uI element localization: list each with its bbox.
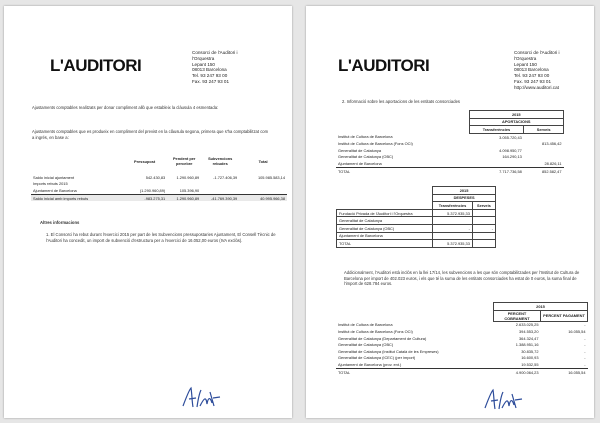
col-header: Pressupost <box>134 158 156 164</box>
intro-paragraph-2: Ajustaments comptables que es produeix en compliment del previst en la clàusula segona, primera que s'ha comptabilitzat com a ingrés, en base a: <box>32 129 269 140</box>
section-title: Altres informacions <box>40 220 80 225</box>
col-header: Pendent per percebre <box>172 156 196 166</box>
table-total-row: TOTAL 5.372.935,33 <box>337 240 496 248</box>
table-row: Fundació Privada de l'Auditori i l'Orquestra 5.372.935,33 <box>337 209 496 217</box>
table-row: Generalitat de Catalunya (Departament de Cultura) 364.324,47 - <box>338 335 586 341</box>
expenses-table: 2015 DESPESES Transferències Serveis Fundació Privada de l'Auditori i l'Orquestra 5.372.935,33 Generalitat de Catalunya Generalitat de Catalunya (OBC) - - Ajuntament de Barcelona TOTAL 5.372.935,33 <box>336 186 496 248</box>
table-row: Ajuntament de Barcelona (1.290.960,89) 105.396,90 <box>33 187 200 193</box>
collections-table: 2015 PERCENT COBRAMENT PERCENT PAGAMENT Institut de Cultura de Barcelona 2.633.025,25 - Institut de Cultura de Barcelona (Fons OCI) 394.553,20 16.055,54 Generalitat de Catalunya (Departament de Cultura) 364.324,47 - Generalitat de Catalunya (OBC) 1.388.951,16 - Generalitat de Catalunya (Institut Català de les Empreses) 30.835,72 - Generalitat de Catalunya (ICEC) (per import) 16.600,93 - Ajuntament de Barcelona (prov. ent.) 19.532,55 - TOTAL 4.900.064,23 16.055,54 <box>338 303 586 375</box>
table-row: Generalitat de Catalunya 4.098.950,77 <box>338 147 522 153</box>
note-paragraph: 1. El Consorci ha rebut durant l'exercici 2015 per part de les Subvencions pressupostaries Ajuntament, El Consell Tècnic de l'Auditori ha concedit, un import de subvenció d'estructura per a l'exercici de 16.052,00 euros (IVA exclòs). <box>46 232 276 243</box>
table-row: Ajuntament de Barcelona <box>337 232 496 240</box>
section-heading: 2. Informació sobre les aportacions de les entitats consorciades <box>342 99 461 104</box>
table-row: Generalitat de Catalunya (OBC) 1.388.951,16 - <box>338 342 586 348</box>
table-row: Saldo inicial ajuntament 542.430,83 1.290.960,89 -1.727.406,39 105.985.583,14 <box>33 174 285 180</box>
table-total-row: TOTAL 7.717.736,58 852.582,47 <box>338 168 562 174</box>
table-row: Institut de Cultura de Barcelona (Fons OCI) 394.553,20 16.055,54 <box>338 328 586 334</box>
auditori-logo: L'AUDITORI <box>50 56 142 75</box>
table-row: Institut de Cultura de Barcelona 2.633.025,25 - <box>338 322 586 328</box>
table-row: Ajuntament de Barcelona (prov. ent.) 19.532,55 - <box>338 361 586 367</box>
col-header <box>31 156 122 166</box>
table-row: Generalitat de Catalunya (Institut Català de les Empreses) 30.835,72 - <box>338 348 586 354</box>
address-block: Consorci de l'Auditori i l'Orquestra Lepant 150 08013 Barcelona Tel. 93 247 93 00 Fax. 93 247 93 01 http://www.auditori.cat <box>514 50 560 90</box>
signature <box>180 384 224 410</box>
table-row: Institut de Cultura de Barcelona 3.055.720,43 <box>338 134 522 140</box>
col-header: Total <box>258 158 268 164</box>
intro-paragraph: Ajustaments comptables realitzats per donar compliment allò que estableix la clàusula 4 esmentada: <box>32 105 219 110</box>
table-row: Ajuntament de Barcelona 28.826,11 <box>338 160 562 166</box>
adjustments-table <box>31 156 287 201</box>
table-row: Generalitat de Catalunya (ICEC) (per import) 16.600,93 - <box>338 355 586 361</box>
contributions-table: 2015 APORTACIONS Transferències Serveis Institut de Cultura de Barcelona 3.055.720,43 Institut de Cultura de Barcelona (Fons OCI) 813.456,42 Generalitat de Catalunya 4.098.950,77 Generalitat de Catalunya (OBC) 164.290,13 Ajuntament de Barcelona 28.826,11 TOTAL 7.717.736,58 852.582,47 <box>338 111 562 174</box>
table-row: Institut de Cultura de Barcelona (Fons OCI) 813.456,42 <box>338 141 562 147</box>
table-row: Imports rebuts 2015 <box>33 181 68 187</box>
right-document-page <box>306 6 594 418</box>
additional-paragraph: Addicionalment, l'Auditori està inclòs en la llei 17/14, les subvencions a les que són comptabilitzades per l'Institut de Cultura de Barcelona per import de 402.023 euros, i els que té la suma de les entitats consorciades ha estat de 0 euros, la suma final de l'import de 628.784 euros. <box>344 270 580 287</box>
table-row: Generalitat de Catalunya <box>337 217 496 225</box>
table-row: Generalitat de Catalunya (OBC) 164.290,13 <box>338 154 522 160</box>
signature <box>482 386 526 412</box>
left-document-page <box>4 6 292 418</box>
table-row: Saldo inicial amb imports rebuts -983.275,31 1.290.960,89 -41.769.390,39 40.995.966,38 <box>33 195 285 201</box>
table-total-row: TOTAL 4.900.064,23 16.055,54 <box>338 369 586 375</box>
table-row: Generalitat de Catalunya (OBC) - - <box>337 224 496 232</box>
address-block: Consorci de l'Auditori i l'Orquestra Lepant 150 08013 Barcelona Tel. 93 247 93 00 Fax. 93 247 93 01 <box>192 50 238 84</box>
auditori-logo: L'AUDITORI <box>338 56 430 75</box>
col-header: Subvencions rebudes <box>208 156 233 166</box>
